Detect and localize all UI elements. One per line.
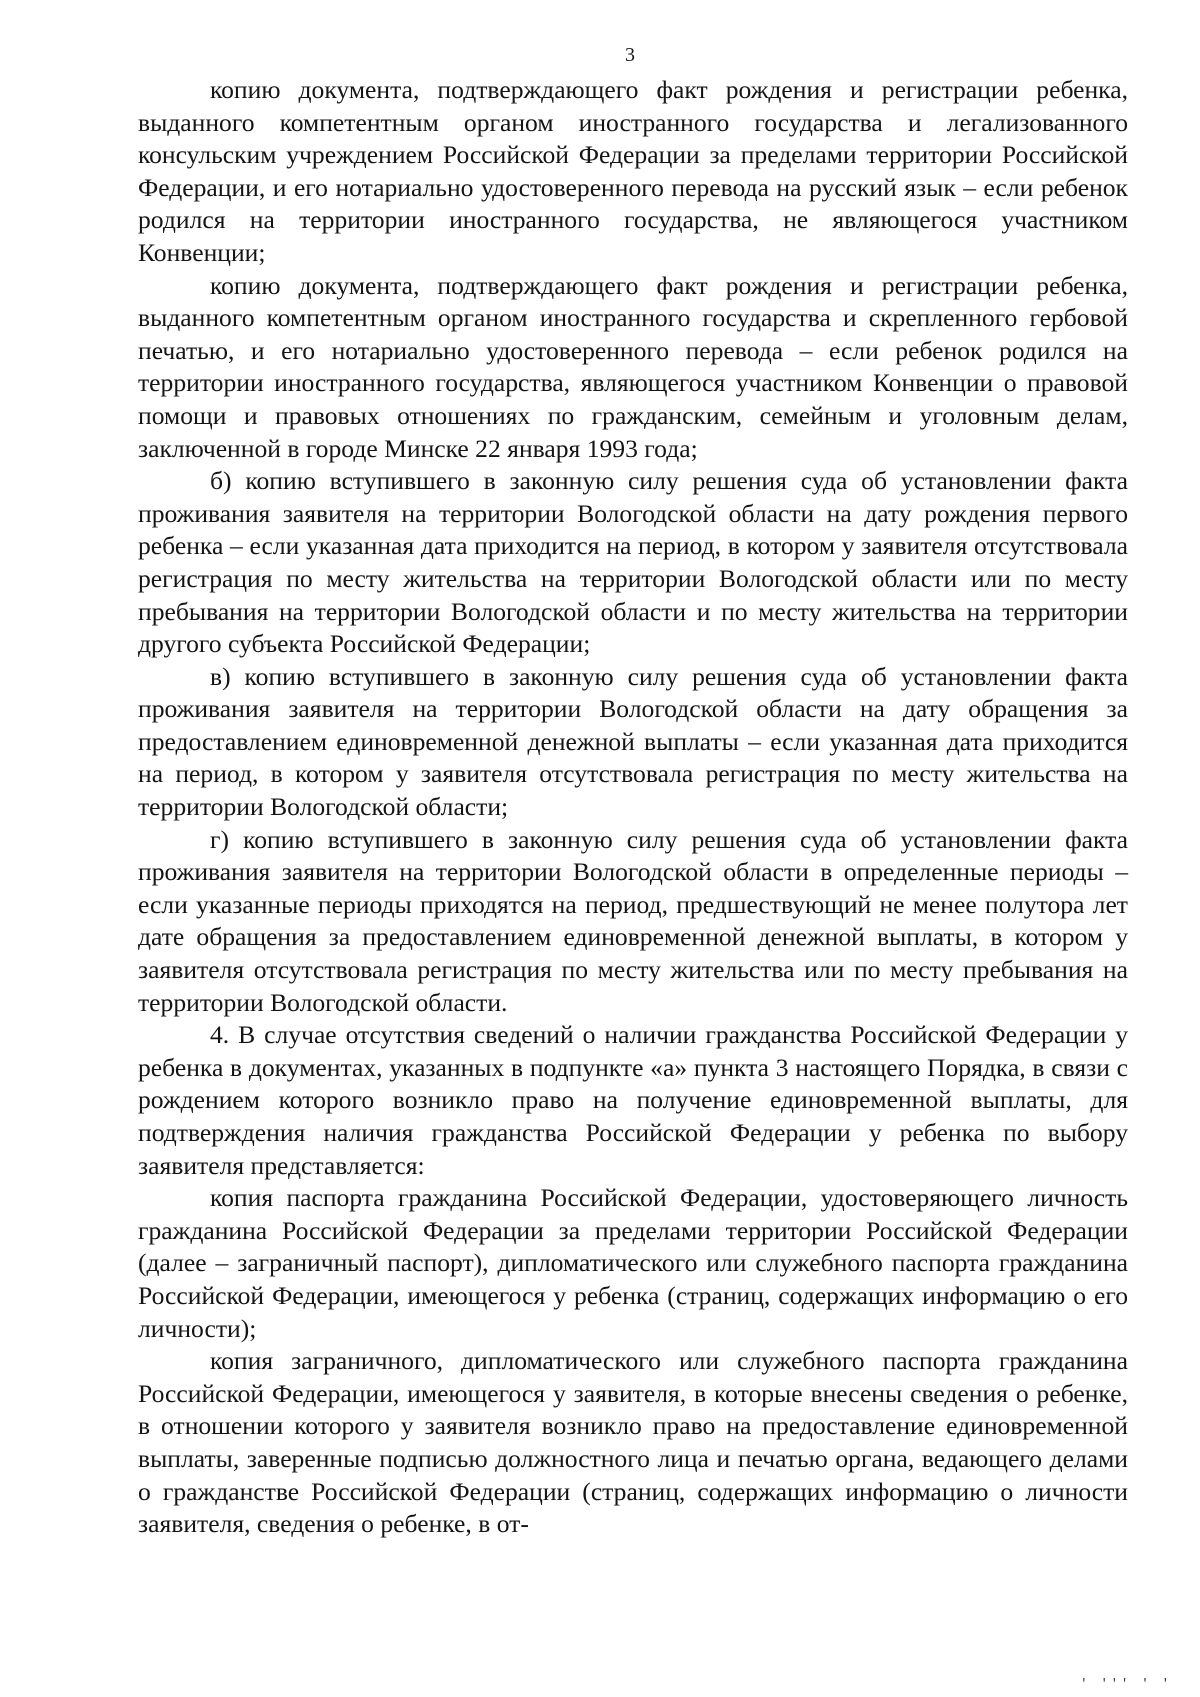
paragraph-birth-doc-stamped: копию документа, подтверждающего факт рождения и регистрации ребенка, выданного компетентным органом иностранного государства и скрепленного гербовой печатью, и его нотариально удостоверенного перевода – если ребенок родился на территории иностранного государства, являющегося участником Конвенции о правовой помощи и правовых отношениях по гражданским, семейным и уголовным делам, заключенной в городе Минске 22 января 1993 года; — [138, 270, 1128, 463]
paragraph-birth-doc-legalized: копию документа, подтверждающего факт рождения и регистрации ребенка, выданного компетентным органом иностранного государства и легализованного консульским учреждением Российской Федерации за пределами территории Российской Федерации, и его нотариально удостоверенного перевода на русский язык – если ребенок родился на территории иностранного государства, не являющегося участником Конвенции; — [138, 75, 1128, 267]
document-body — [138, 74, 1128, 1541]
scan-artifact-mark: ' ''' ' ' — [1080, 1677, 1172, 1691]
paragraph-child-passport: копия паспорта гражданина Российской Федерации, удостоверяющего личность гражданина Российской Федерации за пределами территории Российской Федерации (далее – заграничный паспорт), дипломатического или служебного паспорта гражданина Российской Федерации, имеющегося у ребенка (страниц, содержащих информацию о его личности); — [138, 1183, 1128, 1343]
paragraph-applicant-passport: копия заграничного, дипломатического или служебного паспорта гражданина Российской Федерации, имеющегося у заявителя, в которые внесены сведения о ребенке, в отношении которого у заявителя возникло право на предоставление единовременной выплаты, заверенные подписью должностного лица и печатью органа, ведающего делами о гражданстве Российской Федерации (страниц, содержащих информацию о личности заявителя, сведения о ребенке, в от- — [138, 1346, 1128, 1539]
paragraph-section-4: 4. В случае отсутствия сведений о наличии гражданства Российской Федерации у ребенка в документах, указанных в подпункте «а» пункта 3 настоящего Порядка, в связи с рождением которого возникло право на получение единовременной выплаты, для подтверждения наличия гражданства Российской Федерации у ребенка по выбору заявителя представляется: — [138, 1020, 1128, 1180]
paragraph-item-b: б) копию вступившего в законную силу решения суда об установлении факта проживания заявителя на территории Вологодской области на дату рождения первого ребенка – если указанная дата приходится на период, в котором у заявителя отсутствовала регистрация по месту жительства на территории Вологодской области или по месту пребывания на территории Вологодской области и по месту жительства на территории другого субъекта Российской Федерации; — [138, 466, 1128, 659]
page-number: 3 — [625, 44, 635, 66]
paragraph-item-g: г) копию вступившего в законную силу решения суда об установлении факта проживания заявителя на территории Вологодской области в определенные периоды – если указанные периоды приходятся на период, предшествующий не менее полутора лет дате обращения за предоставлением единовременной денежной выплаты, в котором у заявителя отсутствовала регистрация по месту жительства или по месту пребывания на территории Вологодской области. — [138, 824, 1128, 1017]
paragraph-item-v: в) копию вступившего в законную силу решения суда об установлении факта проживания заявителя на территории Вологодской области на дату обращения за предоставлением единовременной денежной выплаты – если указанная дата приходится на период, в котором у заявителя отсутствовала регистрация по месту жительства на территории Вологодской области; — [138, 661, 1128, 822]
